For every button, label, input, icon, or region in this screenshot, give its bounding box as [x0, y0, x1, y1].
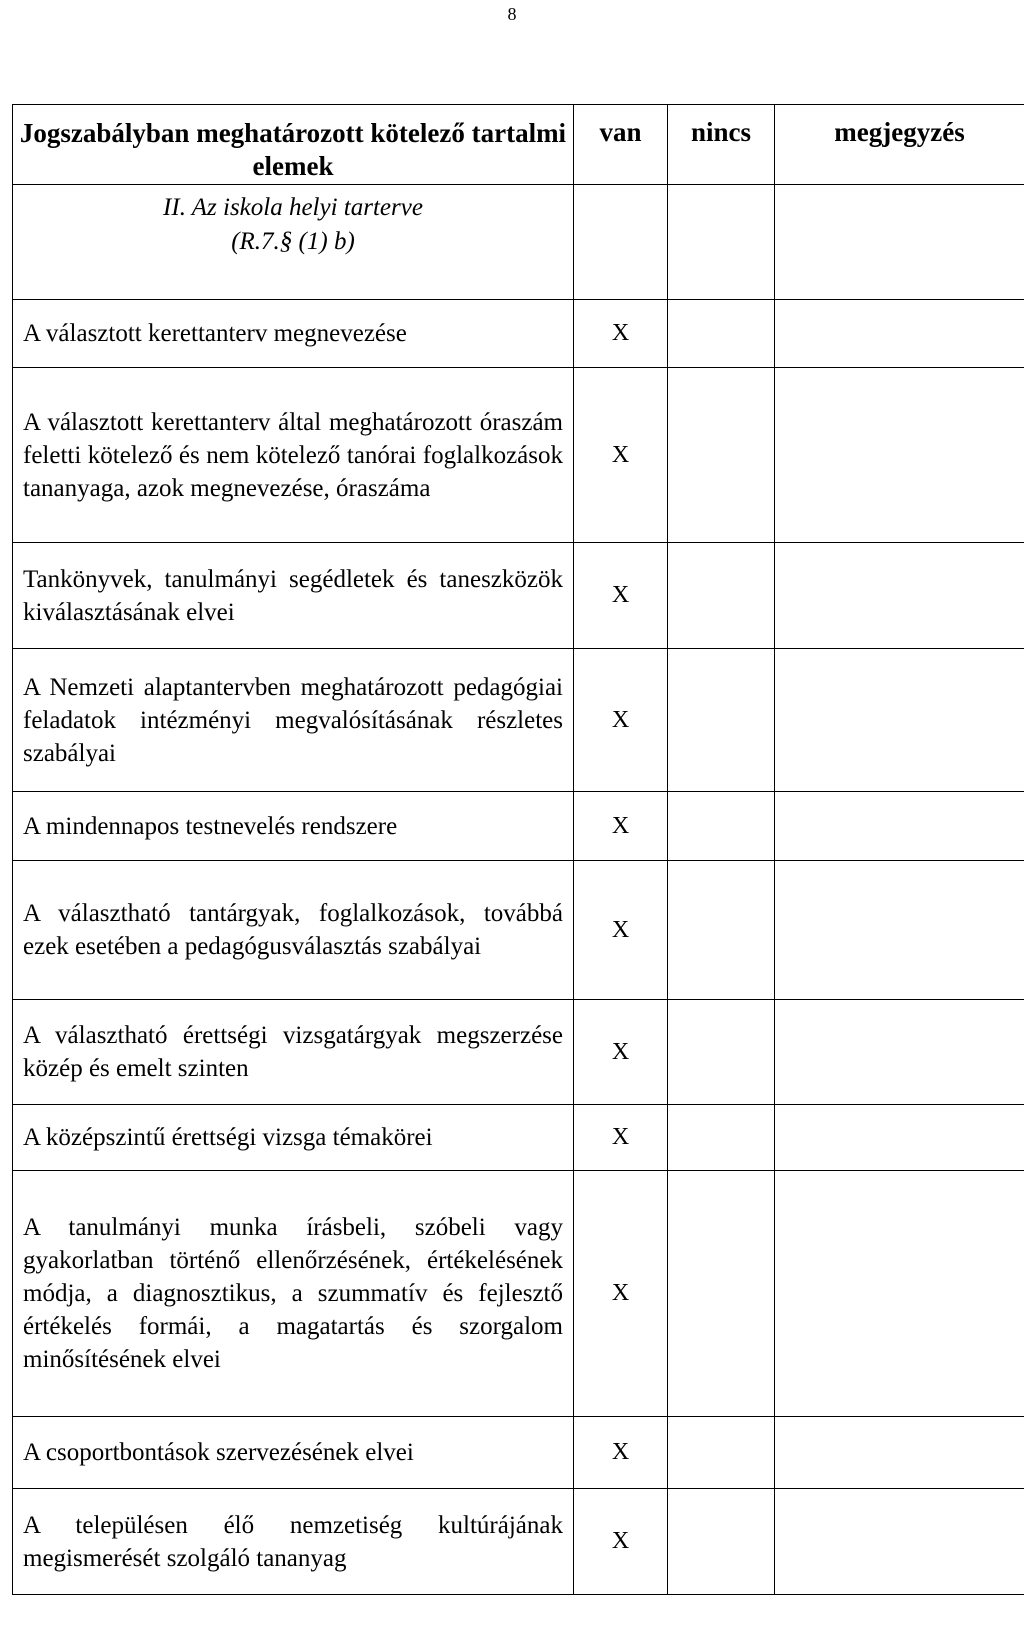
row-nincs [668, 649, 775, 792]
row-note [775, 792, 1024, 861]
row-van: X [574, 1417, 668, 1489]
table-row [13, 1417, 1024, 1489]
table-row [13, 792, 1024, 861]
row-van: X [574, 1489, 668, 1595]
table-row [13, 1105, 1024, 1171]
row-text: A választott kerettanterv által meghatározott óraszám feletti kötelező és nem kötelező tanórai foglalkozások tananyaga, azok megnevezése, óraszáma [13, 368, 574, 543]
row-text: A választható érettségi vizsgatárgyak megszerzése közép és emelt szinten [13, 1000, 574, 1105]
row-note [775, 368, 1024, 543]
row-text: A választott kerettanterv megnevezése [13, 300, 574, 368]
row-nincs [668, 861, 775, 1000]
row-nincs [668, 792, 775, 861]
header-van: van [574, 105, 668, 185]
row-text: A mindennapos testnevelés rendszere [13, 792, 574, 861]
header-nincs: nincs [668, 105, 775, 185]
table-row [13, 543, 1024, 649]
row-note [775, 1000, 1024, 1105]
row-van: X [574, 792, 668, 861]
row-text: A csoportbontások szervezésének elvei [13, 1417, 574, 1489]
requirements-table [12, 104, 1024, 1595]
row-note [775, 1105, 1024, 1171]
row-note [775, 861, 1024, 1000]
section-subtitle [13, 185, 574, 300]
page-number: 8 [507, 4, 517, 24]
table-row [13, 300, 1024, 368]
row-text: A Nemzeti alaptantervben meghatározott pedagógiai feladatok intézményi megvalósításának részletes szabályai [13, 649, 574, 792]
row-note [775, 649, 1024, 792]
row-text: A középszintű érettségi vizsga témakörei [13, 1105, 574, 1171]
row-nincs [668, 1105, 775, 1171]
row-note [775, 543, 1024, 649]
row-van: X [574, 649, 668, 792]
row-nincs [668, 1000, 775, 1105]
row-note [775, 1489, 1024, 1595]
row-nincs [668, 1417, 775, 1489]
row-nincs [668, 543, 775, 649]
row-note [775, 300, 1024, 368]
table-row [13, 368, 1024, 543]
subtitle-line-2: (R.7.§ (1) b) [231, 228, 355, 255]
subtitle-row [13, 185, 1024, 300]
subtitle-note-cell [775, 185, 1024, 300]
row-nincs [668, 1171, 775, 1417]
table-row [13, 1171, 1024, 1417]
row-van: X [574, 1171, 668, 1417]
subtitle-line-1: II. Az iskola helyi tarterve [163, 194, 423, 221]
row-note [775, 1171, 1024, 1417]
row-nincs [668, 1489, 775, 1595]
row-text: A választható tantárgyak, foglalkozások, továbbá ezek esetében a pedagógusválasztás szabályai [13, 861, 574, 1000]
subtitle-nincs-cell [668, 185, 775, 300]
row-van: X [574, 300, 668, 368]
header-title: Jogszabályban meghatározott kötelező tartalmi elemek [13, 105, 574, 185]
table-row [13, 1489, 1024, 1595]
row-text: A településen élő nemzetiség kultúrájának megismerését szolgáló tananyag [13, 1489, 574, 1595]
header-megjegyzes: megjegyzés [775, 105, 1024, 185]
row-van: X [574, 1000, 668, 1105]
row-text: Tankönyvek, tanulmányi segédletek és taneszközök kiválasztásának elvei [13, 543, 574, 649]
table-row [13, 861, 1024, 1000]
table-row [13, 649, 1024, 792]
subtitle-van-cell [574, 185, 668, 300]
row-van: X [574, 1105, 668, 1171]
row-text: A tanulmányi munka írásbeli, szóbeli vagy gyakorlatban történő ellenőrzésének, értékelésének módja, a diagnosztikus, a szummatív és fejlesztő értékelés formái, a magatartás és szorgalom minősítésének elvei [13, 1171, 574, 1417]
row-van: X [574, 368, 668, 543]
row-note [775, 1417, 1024, 1489]
table-row [13, 1000, 1024, 1105]
row-van: X [574, 543, 668, 649]
row-nincs [668, 368, 775, 543]
table-header-row [13, 105, 1024, 185]
row-van: X [574, 861, 668, 1000]
row-nincs [668, 300, 775, 368]
